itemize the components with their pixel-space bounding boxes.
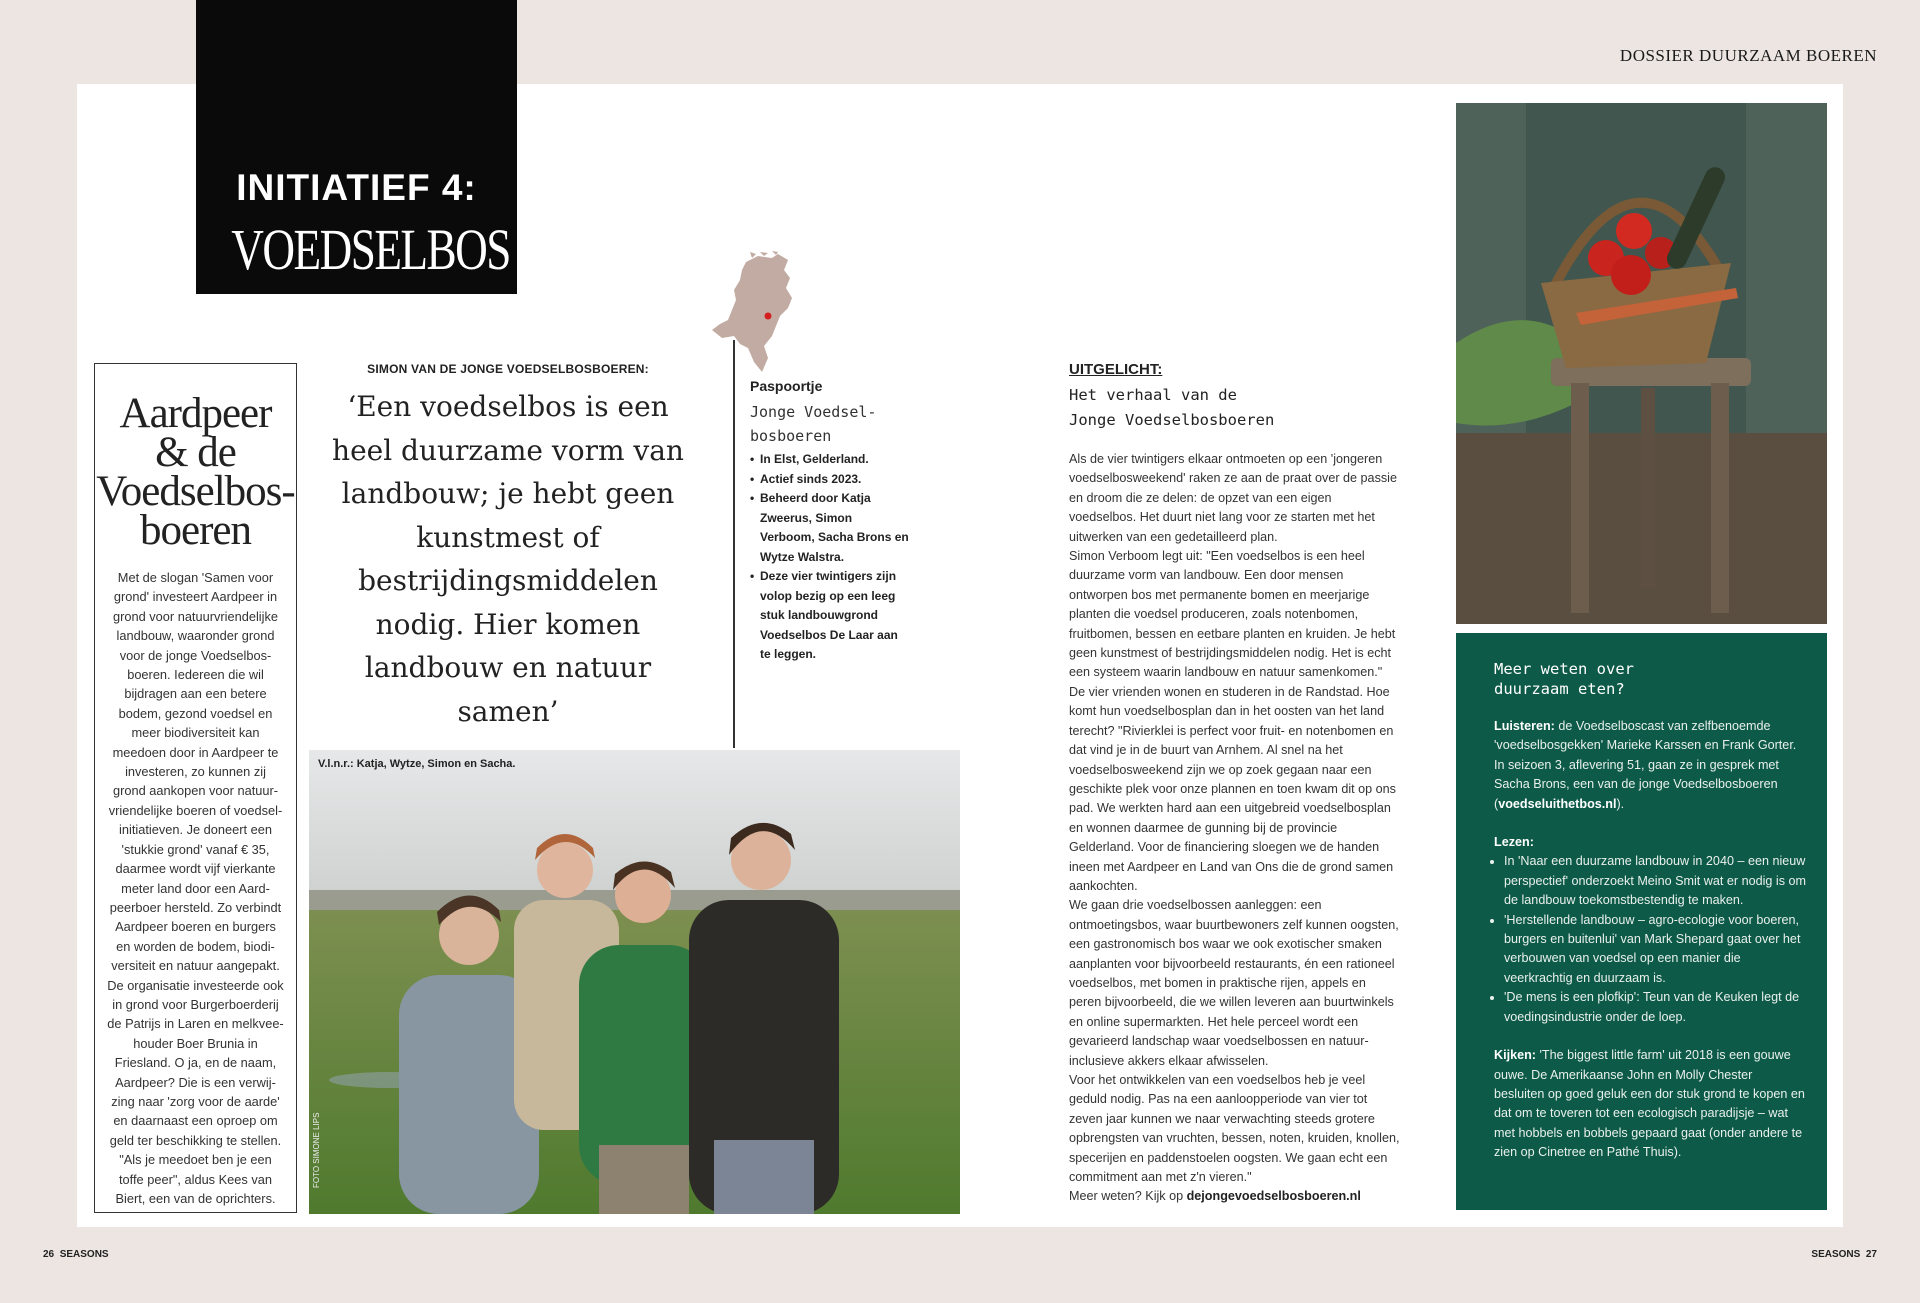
folio-left [43, 1249, 109, 1260]
magazine-name-left: SEASONS [59, 1249, 109, 1260]
column-divider [733, 340, 735, 748]
info-read-item: • 'De mens is een plofkip': Teun van de Keuken legt de voedingsindustrie onder de loep. [1504, 988, 1806, 1027]
dossier-header: DOSSIER DUURZAAM BOEREN [1619, 46, 1877, 65]
article-more-link[interactable]: dejongevoedselbosboeren.nl [1186, 1189, 1361, 1204]
article-text: Als de vier twintigers elkaar ontmoeten op een 'jongeren voedselbosweekend' raken ze aan de praat over de passie en droom die ze delen: de opzet van een eigen voedselbos. Het duurt niet lang voor ze starten met het uitwerken van een gedetailleerd plan. Simon Verboom legt uit: "Een voedselbos is een heel duurzame vorm van landbouw. Een door mensen ontworpen bos met permanente bomen en meerjarige planten die voedsel produceren, zoals notenbomen, fruitbomen, bessen en eetbare planten en kruiden. Je hebt geen kunstmest of bestrijdingsmiddelen nodig. Het is echt een systeem waarin landbouw en natuur samenkomen." De vier vrienden wonen en studeren in de Randstad. Hoe komt hun voedselbosplan dan in het oosten van het land terecht? "Rivierklei is perfect voor fruit- en notenbomen en dat vind je in de buurt van Arnhem. Al snel na het voedselbosweekend zijn we op zoek gegaan naar een geschikte plek voor onze plannen en toen kwam dit op ons pad. We werkten hard aan een uitgebreid voedselbosplan en wonnen daarmee de gunning bij de provincie Gelderland. Voor de financiering sloegen we de handen ineen met Aardpeer en Land van Ons die de grond samen aankochten. We gaan drie voedselbossen aanleggen: een ontmoetingsbos, waar buurtbewoners zelf kunnen oogsten, een gastronomisch bos waar we ook exotischer smaken aanplanten voor bijvoorbeeld restaurants, én een rationeel voedselbos, met bomen in praktische rijen, appels en peren bijvoorbeeld, die we willen leveren aan buurtwinkels en online supermarkten. Het hele perceel wordt een gevarieerd landschap waar voedselbossen en natuur-inclusieve akkers elkaar afwisselen. Voor het ontwikkelen van een voedselbos heb je veel geduld nodig. Pas na een aanloopperiode van vier tot zeven jaar kunnen we naar verwachting steeds grotere opbrengsten van vruchten, bessen, noten, kruiden, knollen, specerijen en paddenstoelen oogsten. We gaan echt een commitment aan met z'n vieren." [1069, 452, 1400, 1185]
sidebar-heading-line: & de [155, 429, 236, 476]
title-line-2: VOEDSELBOS [231, 217, 510, 282]
sidebar-body: Met de slogan 'Samen voor grond' investeert Aardpeer in grond voor natuurvriendelijke landbouw, waaronder grond voor de jonge Voedselbos-boeren. Iedereen die wil bijdragen aan een betere bodem, gezond voedsel en meer biodiversiteit kan meedoen door in Aardpeer te investeren, zo kunnen zij grond aankopen voor natuur-vriendelijke boeren of voedsel-initiatieven. Je doneert een 'stukkie grond' vanaf € 35, daarmee wordt vijf vierkante meter land door een Aard-peerboer hersteld. Zo verbindt Aardpeer boeren en burgers en worden de bodem, biodi-versiteit en natuur aangepakt. De organisatie investeerde ook in grond voor Burgerboerderij de Patrijs in Laren en melkvee-houder Boer Brunia in Friesland. O ja, en de naam, Aardpeer? Die is een verwij-zing naar 'zorg voor de aarde' en daarnaast een oproep om geld ter beschikking te stellen. "Als je meedoet ben je een toffe peer", aldus Kees van Biert, een van de oprichters. [107, 570, 284, 1206]
tomato [1616, 213, 1652, 249]
info-body [1494, 717, 1806, 1163]
passport-item: • Beheerd door Katja Zweerus, Simon Verboom, Sacha Brons en Wytze Walstra. [750, 489, 910, 567]
netherlands-map-icon [706, 250, 814, 375]
sidebar-heading-line: Voedselbos- [96, 468, 295, 515]
passport-list [750, 450, 910, 665]
info-title-line: duurzaam eten? [1494, 680, 1625, 698]
info-listen-link[interactable]: voedseluithetbos.nl [1498, 796, 1617, 811]
stool-leg [1641, 388, 1655, 588]
photo-caption: V.l.n.r.: Katja, Wytze, Simon en Sacha. [318, 758, 516, 770]
uitgelicht-subtitle [1069, 383, 1274, 433]
passport-title: Paspoortje [750, 378, 823, 394]
photo-credit: FOTO SIMONE LIPS [312, 1112, 321, 1188]
passport-subtitle [750, 400, 876, 448]
passport-item: • Deze vier twintigers zijn volop bezig op een leeg stuk landbouwgrond Voedselbos De Laar aan te leggen. [750, 567, 910, 665]
passport-item: • In Elst, Gelderland. [750, 450, 910, 470]
map-shape [712, 254, 792, 372]
passport-subtitle-line: Jonge Voedsel- [750, 403, 877, 421]
info-title-line: Meer weten over [1494, 660, 1634, 678]
quote-label: SIMON VAN DE JONGE VOEDSELBOSBOEREN: [367, 362, 649, 376]
info-read-list [1494, 852, 1806, 1027]
info-watch-label: Kijken: [1494, 1048, 1536, 1063]
group-photo [309, 750, 960, 1214]
info-listen-label: Luisteren: [1494, 719, 1555, 733]
title-line-1: INITIATIEF 4: [236, 167, 477, 208]
info-watch [1494, 1046, 1806, 1162]
person-wytze-head [537, 842, 593, 898]
vegetable-basket-photo [1456, 103, 1827, 624]
info-title [1494, 659, 1634, 699]
map-location-dot [765, 313, 772, 320]
sidebar-heading-line: boeren [140, 507, 251, 554]
tomato [1611, 255, 1651, 295]
folio-right [1811, 1249, 1877, 1260]
uitgelicht-subtitle-line: Het verhaal van de [1069, 386, 1237, 404]
info-read-label-row [1494, 833, 1806, 852]
passport-item: • Actief sinds 2023. [750, 470, 910, 490]
person-simon-legs [599, 1145, 689, 1214]
page-number-left: 26 [43, 1249, 55, 1260]
uitgelicht-subtitle-line: Jonge Voedselbosboeren [1069, 411, 1275, 429]
magazine-name-right: SEASONS [1811, 1249, 1861, 1260]
info-watch-text: 'The biggest little farm' uit 2018 is een gouwe ouwe. De Amerikaanse John en Molly Chester besluiten op goed geluk een dor stuk grond te kopen en dat om te toveren tot een ecologisch paradijsje – wat met hobbels en bobbels gepaard gaat (onder andere te zien op Cinetree en Pathé Thuis). [1494, 1048, 1805, 1160]
info-listen-end: ). [1616, 796, 1625, 811]
sidebar-heading [95, 390, 296, 554]
title-box [196, 0, 517, 294]
stool-leg [1711, 383, 1729, 613]
sidebar-box [94, 363, 297, 1213]
veg-photo-wall-plank [1746, 103, 1827, 433]
passport-subtitle-line: bosboeren [750, 427, 832, 445]
stool-leg [1571, 383, 1589, 613]
article-more-prefix: Meer weten? Kijk op [1069, 1189, 1187, 1204]
article-body [1069, 450, 1401, 1207]
info-box [1456, 633, 1827, 1210]
info-read-item: • In 'Naar een duurzame landbouw in 2040 – een nieuw perspectief' onderzoekt Meino Smit wat er nodig is om de landbouw toekomstbestendig te maken. [1504, 852, 1806, 910]
info-read-item: • 'Herstellende landbouw – agro-ecologie voor boeren, burgers en buitenlui' van Mark Shepard gaat over het verbouwen van voedsel op een manier die veerkrachtig en duurzaam is. [1504, 911, 1806, 989]
uitgelicht-label: UITGELICHT: [1069, 361, 1163, 378]
pull-quote: ‘Een voedselbos is een heel duurzame vorm van landbouw; je hebt geen kunstmest of bestrijdingsmiddelen nodig. Hier komen landbouw en natuur samen’ [332, 390, 684, 728]
page-number-right: 27 [1865, 1249, 1877, 1260]
person-sacha-legs [714, 1140, 814, 1214]
sidebar-heading-line: Aardpeer [119, 390, 272, 437]
info-read-label: Lezen: [1494, 835, 1534, 850]
info-listen [1494, 717, 1806, 814]
info-listen-text: de Voedselboscast van zelfbenoemde 'voedselbosgekken' Marieke Karssen en Frank Gorter. In seizoen 3, aflevering 51, gaan ze in gesprek met Sacha Brons, een van de jonge Voedselbosboeren ( [1494, 719, 1797, 811]
